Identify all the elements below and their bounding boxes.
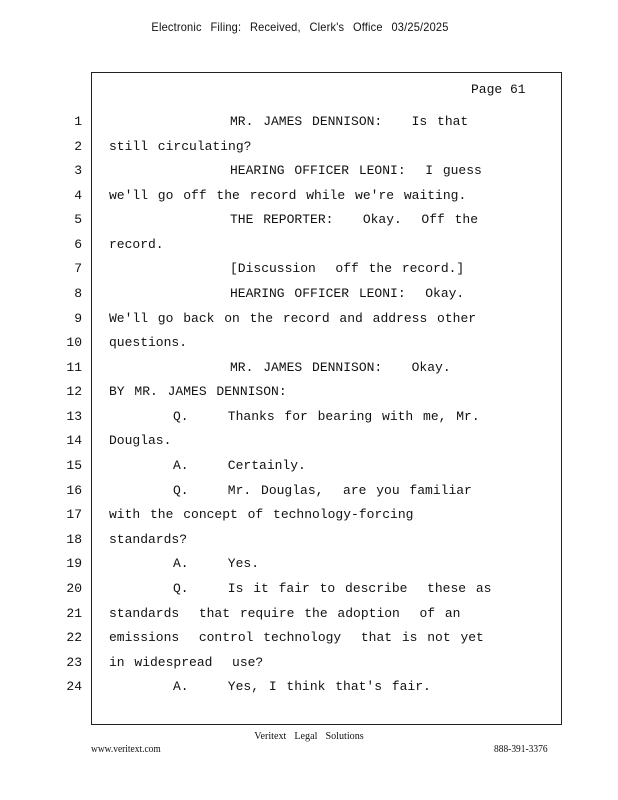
footer-website: www.veritext.com xyxy=(91,744,161,755)
transcript-line: questions. xyxy=(109,335,188,350)
line-number: 24 xyxy=(66,679,82,694)
transcript-line: HEARING OFFICER LEONI: Okay. xyxy=(230,286,465,301)
line-number: 9 xyxy=(74,311,82,326)
line-number: 7 xyxy=(74,261,82,276)
line-number: 5 xyxy=(74,212,82,227)
line-number: 22 xyxy=(66,630,82,645)
transcript-line: emissions control technology that is not yet xyxy=(109,630,484,645)
transcript-line: MR. JAMES DENNISON: Is that xyxy=(230,114,469,129)
line-number: 18 xyxy=(66,532,82,547)
line-number: 13 xyxy=(66,409,82,424)
transcript-line: Q. Thanks for bearing with me, Mr. xyxy=(173,409,480,424)
transcript-line: A. Yes, I think that's fair. xyxy=(173,679,431,694)
line-number: 3 xyxy=(74,163,82,178)
transcript-line: MR. JAMES DENNISON: Okay. xyxy=(230,360,451,375)
line-number: 10 xyxy=(66,335,82,350)
line-number: 11 xyxy=(66,360,82,375)
line-number: 17 xyxy=(66,507,82,522)
line-number: 16 xyxy=(66,483,82,498)
transcript-line: record. xyxy=(109,237,164,252)
line-number: 8 xyxy=(74,286,82,301)
transcript-line: [Discussion off the record.] xyxy=(230,261,465,276)
transcript-line: with the concept of technology-forcing xyxy=(109,507,414,522)
line-number: 15 xyxy=(66,458,82,473)
transcript-line: we'll go off the record while we're waiting. xyxy=(109,188,467,203)
transcript-line: A. Yes. xyxy=(173,556,260,571)
transcript-line: We'll go back on the record and address other xyxy=(109,311,477,326)
page-number: Page 61 xyxy=(471,82,526,97)
transcript-line: HEARING OFFICER LEONI: I guess xyxy=(230,163,482,178)
transcript-line: Q. Is it fair to describe these as xyxy=(173,581,492,596)
filing-stamp: Electronic Filing: Received, Clerk's Office 03/25/2025 xyxy=(151,20,449,34)
line-number: 6 xyxy=(74,237,82,252)
transcript-line: Douglas. xyxy=(109,433,172,448)
transcript-line: still circulating? xyxy=(109,139,252,154)
transcript-line: BY MR. JAMES DENNISON: xyxy=(109,384,287,399)
transcript-line: standards that require the adoption of an xyxy=(109,606,461,621)
footer-phone: 888-391-3376 xyxy=(494,744,548,755)
transcript-line: Q. Mr. Douglas, are you familiar xyxy=(173,483,472,498)
line-number: 20 xyxy=(66,581,82,596)
footer-company: Veritext Legal Solutions xyxy=(254,730,364,742)
line-number: 2 xyxy=(74,139,82,154)
transcript-line: standards? xyxy=(109,532,188,547)
line-number: 19 xyxy=(66,556,82,571)
transcript-line: THE REPORTER: Okay. Off the xyxy=(230,212,479,227)
line-number: 12 xyxy=(66,384,82,399)
line-number: 1 xyxy=(74,114,82,129)
line-number: 21 xyxy=(66,606,82,621)
line-number: 23 xyxy=(66,655,82,670)
line-number: 4 xyxy=(74,188,82,203)
transcript-line: in widespread use? xyxy=(109,655,264,670)
transcript-line: A. Certainly. xyxy=(173,458,306,473)
line-number: 14 xyxy=(66,433,82,448)
